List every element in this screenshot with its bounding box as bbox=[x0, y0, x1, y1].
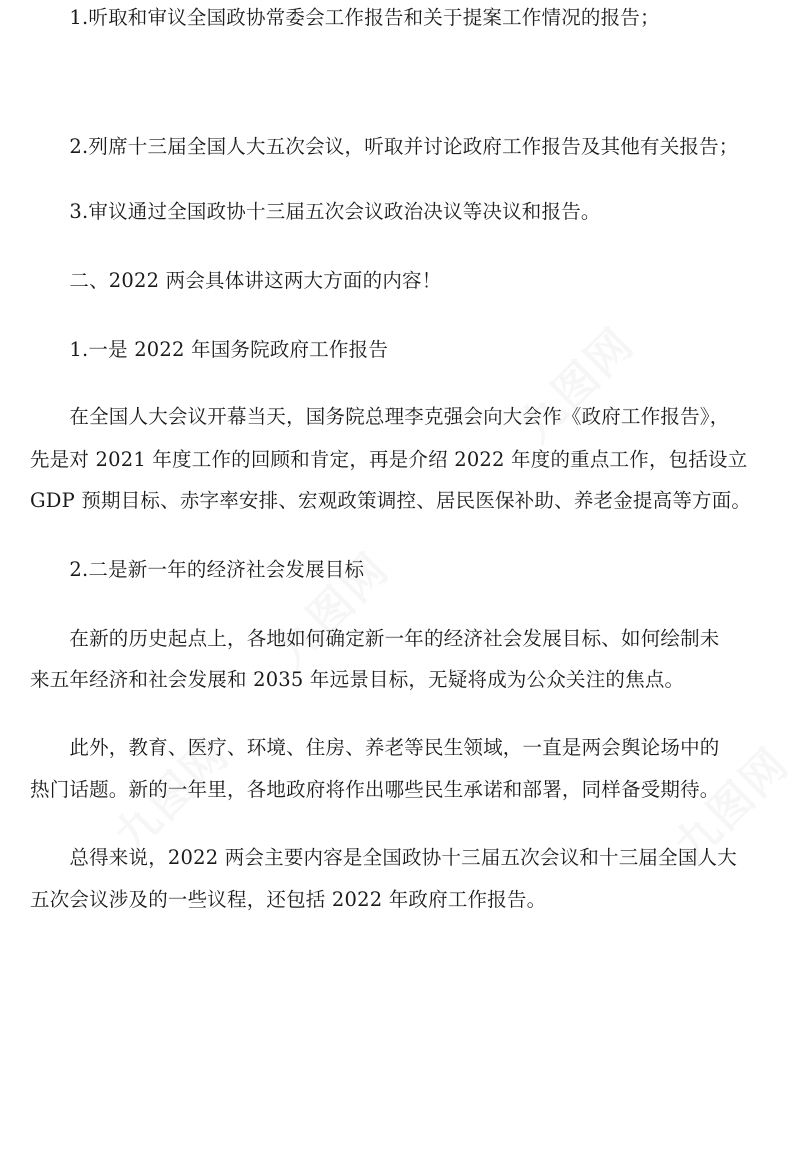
watermark-text: 九图网 bbox=[665, 738, 800, 873]
watermark-text: 九图网 bbox=[105, 728, 240, 863]
watermark-text: 九图网 bbox=[265, 543, 400, 678]
text-line: 此外，教育、医疗、环境、住房、养老等民生领域，一直是两会舆论场中的 bbox=[30, 736, 720, 759]
text-line: 在全国人大会议开幕当天，国务院总理李克强会向大会作《政府工作报告》， bbox=[30, 405, 730, 428]
text-line: 1.听取和审议全国政协常委会工作报告和关于提案工作情况的报告； bbox=[30, 6, 660, 29]
subsection-heading: 2.二是新一年的经济社会发展目标 bbox=[30, 558, 365, 581]
section-heading: 二、2022 两会具体讲这两大方面的内容！ bbox=[30, 269, 442, 292]
text-line: GDP 预期目标、赤字率安排、宏观政策调控、居民医保补助、养老金提高等方面。 bbox=[30, 489, 752, 512]
text-line: 来五年经济和社会发展和 2035 年远景目标，无疑将成为公众关注的焦点。 bbox=[30, 668, 685, 691]
text-line: 热门话题。新的一年里，各地政府将作出哪些民生承诺和部署，同样备受期待。 bbox=[30, 778, 720, 801]
text-line: 3.审议通过全国政协十三届五次会议政治决议等决议和报告。 bbox=[30, 200, 601, 223]
text-line: 五次会议涉及的一些议程，还包括 2022 年政府工作报告。 bbox=[30, 888, 547, 911]
watermark-text: 九图网 bbox=[510, 318, 645, 453]
text-line: 在新的历史起点上，各地如何确定新一年的经济社会发展目标、如何绘制未 bbox=[30, 627, 720, 650]
subsection-heading: 1.一是 2022 年国务院政府工作报告 bbox=[30, 338, 389, 361]
watermark-mark bbox=[503, 311, 646, 454]
text-line: 2.列席十三届全国人大五次会议，听取并讨论政府工作报告及其他有关报告； bbox=[30, 135, 739, 158]
text-line: 总得来说，2022 两会主要内容是全国政协十三届五次会议和十三届全国人大 bbox=[30, 846, 737, 869]
text-line: 先是对 2021 年度工作的回顾和肯定，再是介绍 2022 年度的重点工作，包括设立 bbox=[30, 448, 748, 471]
